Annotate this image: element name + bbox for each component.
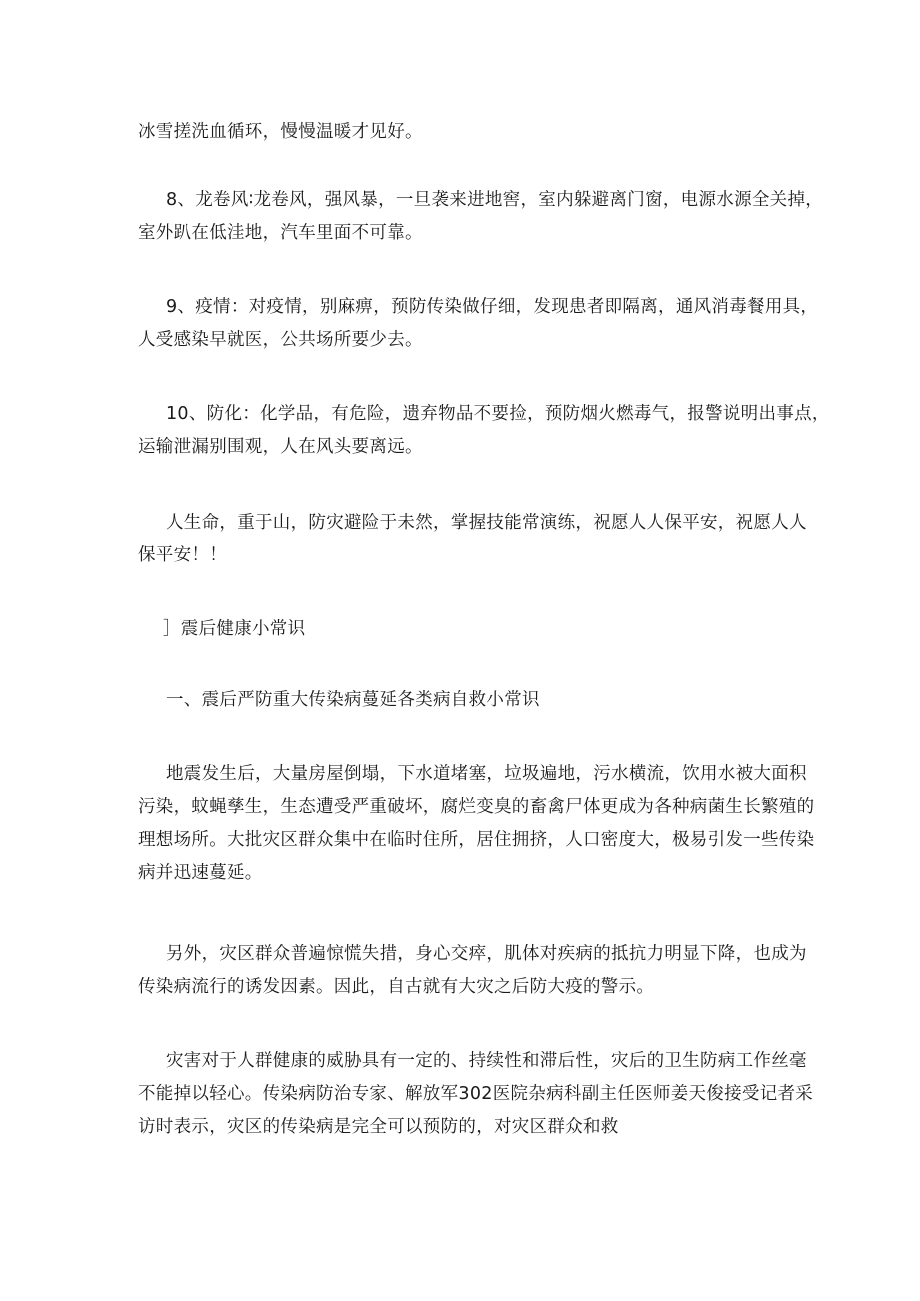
text-line: 访时表示，灾区的传染病是完全可以预防的，对灾区群众和救 (138, 1117, 619, 1137)
text-line: 保平安！！ (138, 545, 227, 565)
text-line: 另外，灾区群众普遍惊慌失措，身心交瘁，肌体对疾病的抵抗力明显下降，也成为 (166, 944, 807, 964)
text-line: 理想场所。大批灾区群众集中在临时住所，居住拥挤，人口密度大，极易引发一些传染 (138, 830, 815, 850)
text-line: 灾害对于人群健康的威胁具有一定的、持续性和滞后性，灾后的卫生防病工作丝毫 (166, 1051, 807, 1071)
text-line: 传染病流行的诱发因素。因此，自古就有大灾之后防大疫的警示。 (138, 977, 655, 997)
text-line: 病并迅速蔓延。 (138, 863, 263, 883)
section-heading: ］震后健康小常识 (163, 619, 306, 639)
text-line: 人受感染早就医，公共场所要少去。 (138, 330, 423, 350)
text-line: 运输泄漏别围观，人在风头要离远。 (138, 437, 423, 457)
text-line: 冰雪搓洗血循环，慢慢温暖才见好。 (138, 122, 423, 142)
text-line: 人生命，重于山，防灾避险于未然，掌握技能常演练，祝愿人人保平安，祝愿人人 (166, 513, 807, 533)
text-line: 不能掉以轻心。传染病防治专家、解放军302医院杂病科副主任医师姜天俊接受记者采 (138, 1084, 814, 1104)
text-line: 8、龙卷风∶龙卷风，强风暴，一旦袭来进地窖，室内躲避离门窗，电源水源全关掉， (166, 190, 824, 210)
text-line: 10、防化：化学品，有危险，遗弃物品不要捡，预防烟火燃毒气，报警说明出事点， (166, 404, 830, 424)
text-line: 污染，蚊蝇孳生，生态遭受严重破坏，腐烂变臭的畜禽尸体更成为各种病菌生长繁殖的 (138, 797, 815, 817)
text-line: 地震发生后，大量房屋倒塌，下水道堵塞，垃圾遍地，污水横流，饮用水被大面积 (166, 764, 807, 784)
text-line: 9、疫情：对疫情，别麻痹，预防传染做仔细，发现患者即隔离，通风消毒餐用具， (166, 297, 819, 317)
text-line: 室外趴在低洼地，汽车里面不可靠。 (138, 223, 423, 243)
section-heading: 一、震后严防重大传染病蔓延各类病自救小常识 (166, 690, 540, 710)
